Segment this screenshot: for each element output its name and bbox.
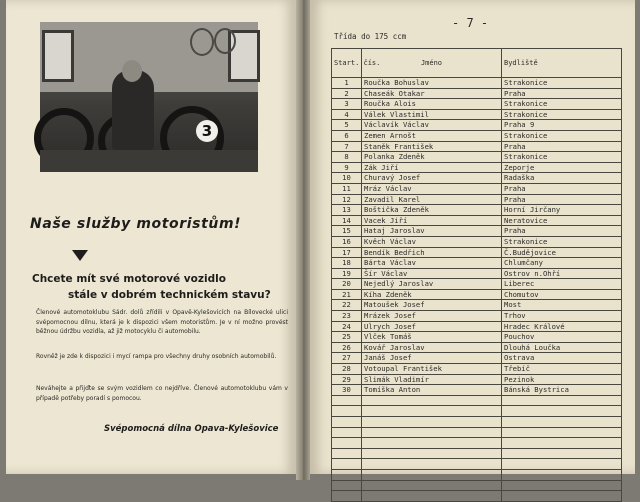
table-row — [332, 353, 622, 364]
name-cell: Staněk František — [362, 141, 502, 152]
start-number-cell: 7 — [332, 141, 362, 152]
start-number-cell — [332, 427, 362, 438]
table-row — [332, 226, 622, 237]
name-cell: Hataj Jaroslav — [362, 226, 502, 237]
start-number-cell — [332, 417, 362, 428]
residence-cell: Horní Jirčany — [502, 205, 622, 216]
table-row — [332, 141, 622, 152]
residence-cell: Praha — [502, 194, 622, 205]
workshop-photo — [40, 22, 258, 172]
hanging-tire — [214, 28, 236, 54]
table-row — [332, 448, 622, 459]
start-number-cell: 12 — [332, 194, 362, 205]
name-cell: Roučka Alois — [362, 99, 502, 110]
services-headline: Naše služby motoristům! — [30, 216, 242, 232]
residence-cell — [502, 448, 622, 459]
start-number-cell: 17 — [332, 247, 362, 258]
residence-cell: Radaška — [502, 173, 622, 184]
photo-floor — [40, 150, 258, 172]
name-cell — [362, 427, 502, 438]
table-row — [332, 321, 622, 332]
table-row — [332, 120, 622, 131]
start-number-cell: 26 — [332, 342, 362, 353]
book-gutter — [296, 0, 310, 480]
name-cell: Chaseák Otakar — [362, 88, 502, 99]
name-cell: Kovář Jaroslav — [362, 342, 502, 353]
name-cell: Ulrych Josef — [362, 321, 502, 332]
name-cell: Mrázek Josef — [362, 311, 502, 322]
name-cell: Tomíška Anton — [362, 385, 502, 396]
residence-cell — [502, 480, 622, 491]
residence-cell — [502, 406, 622, 417]
residence-cell: Hradec Králové — [502, 321, 622, 332]
start-number-cell — [332, 469, 362, 480]
name-cell — [362, 406, 502, 417]
table-row — [332, 205, 622, 216]
table-row — [332, 417, 622, 428]
start-number-cell: 11 — [332, 183, 362, 194]
name-cell: Roučka Bohuslav — [362, 78, 502, 89]
start-number-cell: 4 — [332, 109, 362, 120]
name-cell: Kvěch Václav — [362, 236, 502, 247]
name-cell — [362, 417, 502, 428]
table-row — [332, 173, 622, 184]
start-number-cell: 23 — [332, 311, 362, 322]
question-line-1: Chcete mít své motorové vozidlo — [32, 273, 226, 285]
start-number-cell: 13 — [332, 205, 362, 216]
paragraph-invitation: Neváhejte a přijďte se svým vozidlem co nejdříve. Členové automotoklubu vám v případě potřeby poradí s pomocou. — [36, 385, 288, 402]
start-number-cell — [332, 491, 362, 502]
page-number: - 7 - — [452, 16, 489, 30]
table-row — [332, 459, 622, 470]
start-number-cell — [332, 395, 362, 406]
paragraph-wash-ramp: Rovněž je zde k dispozici i mycí rampa pro všechny druhy osobních automobilů. — [36, 353, 277, 360]
name-cell: Kíha Zdeněk — [362, 289, 502, 300]
signature-line: Svépomocná dílna Opava-Kylešovice — [104, 424, 279, 434]
residence-cell: Praha 9 — [502, 120, 622, 131]
residence-cell: Most — [502, 300, 622, 311]
table-row — [332, 247, 622, 258]
residence-cell: Třebíč — [502, 364, 622, 375]
start-number-cell: 14 — [332, 215, 362, 226]
residence-cell: Strakonice — [502, 109, 622, 120]
table-row — [332, 268, 622, 279]
start-number-cell — [332, 448, 362, 459]
name-cell: Bárta Václav — [362, 258, 502, 269]
table-row — [332, 194, 622, 205]
table-row — [332, 300, 622, 311]
name-cell: Bendík Bedřich — [362, 247, 502, 258]
table-row — [332, 99, 622, 110]
name-cell: Zemen Arnošt — [362, 130, 502, 141]
start-number-cell: 18 — [332, 258, 362, 269]
mechanic-figure — [112, 70, 154, 150]
table-row — [332, 289, 622, 300]
residence-cell — [502, 469, 622, 480]
residence-cell — [502, 395, 622, 406]
name-cell — [362, 459, 502, 470]
name-cell — [362, 448, 502, 459]
residence-cell — [502, 427, 622, 438]
residence-cell: Ostrava — [502, 353, 622, 364]
start-number-cell: 19 — [332, 268, 362, 279]
table-row — [332, 374, 622, 385]
start-number-cell: 6 — [332, 130, 362, 141]
start-number-cell: 3 — [332, 99, 362, 110]
residence-cell: Ostrov n.Ohří — [502, 268, 622, 279]
table-row — [332, 427, 622, 438]
table-row — [332, 395, 622, 406]
name-cell: Mráz Václav — [362, 183, 502, 194]
residence-cell: Strakonice — [502, 236, 622, 247]
start-number-cell: 16 — [332, 236, 362, 247]
start-number-cell: 30 — [332, 385, 362, 396]
start-number-cell: 15 — [332, 226, 362, 237]
question-line-2: stále v dobrém technickém stavu? — [68, 289, 271, 301]
name-cell: Churavý Josef — [362, 173, 502, 184]
table-row — [332, 342, 622, 353]
table-row — [332, 183, 622, 194]
residence-cell: Praha — [502, 226, 622, 237]
start-number-cell: 22 — [332, 300, 362, 311]
name-cell — [362, 469, 502, 480]
residence-cell: Strakonice — [502, 152, 622, 163]
start-number-cell: 10 — [332, 173, 362, 184]
table-row — [332, 258, 622, 269]
residence-cell — [502, 491, 622, 502]
start-number-cell: 27 — [332, 353, 362, 364]
name-cell — [362, 480, 502, 491]
residence-cell: Strakonice — [502, 130, 622, 141]
residence-cell: Pezinok — [502, 374, 622, 385]
residence-cell: Pouchov — [502, 332, 622, 343]
table-row — [332, 332, 622, 343]
name-cell: Zavadil Karel — [362, 194, 502, 205]
table-row — [332, 215, 622, 226]
name-cell: Nejedlý Jaroslav — [362, 279, 502, 290]
start-number-cell: 24 — [332, 321, 362, 332]
name-cell: Matoušek Josef — [362, 300, 502, 311]
name-cell: Janáš Josef — [362, 353, 502, 364]
name-cell: Václavík Václav — [362, 120, 502, 131]
table-row — [332, 152, 622, 163]
start-number-cell — [332, 480, 362, 491]
table-row — [332, 385, 622, 396]
residence-cell: Chomutov — [502, 289, 622, 300]
residence-cell: Liberec — [502, 279, 622, 290]
table-row — [332, 469, 622, 480]
table-row — [332, 130, 622, 141]
residence-cell: Dlouhá Loučka — [502, 342, 622, 353]
paragraph-workshop: Členové automotoklubu Sádr. dolů zřídili v Opavě-Kylešovicích na Bílovecké ulici svépomocnou dílnu, která je k dispozici všem motoristům. Je v ní možno provést běžnou údržbu vozidla, až již motocyklu či automobilu. — [36, 309, 288, 335]
start-number-cell: 8 — [332, 152, 362, 163]
residence-cell: Strakonice — [502, 99, 622, 110]
residence-cell: Praha — [502, 88, 622, 99]
start-number-cell: 29 — [332, 374, 362, 385]
name-cell: Vacek Jiří — [362, 215, 502, 226]
residence-cell — [502, 417, 622, 428]
table-row — [332, 480, 622, 491]
name-cell — [362, 491, 502, 502]
table-row — [332, 78, 622, 89]
table-header-row — [332, 49, 622, 78]
name-cell: Polanka Zdeněk — [362, 152, 502, 163]
down-triangle-icon — [72, 250, 88, 261]
race-number-plate: 3 — [196, 120, 218, 142]
name-cell: Boštička Zdeněk — [362, 205, 502, 216]
name-cell: Zák Jiří — [362, 162, 502, 173]
start-number-cell — [332, 406, 362, 417]
table-row — [332, 109, 622, 120]
class-title: Třída do 175 ccm — [334, 32, 407, 41]
name-cell: Šír Václav — [362, 268, 502, 279]
start-number-cell: 20 — [332, 279, 362, 290]
name-cell — [362, 438, 502, 449]
name-cell: Votoupal František — [362, 364, 502, 375]
table-row — [332, 406, 622, 417]
residence-cell: Neratovice — [502, 215, 622, 226]
residence-cell — [502, 459, 622, 470]
residence-cell: Zeporje — [502, 162, 622, 173]
start-number-cell — [332, 459, 362, 470]
table-row — [332, 438, 622, 449]
table-row — [332, 236, 622, 247]
residence-cell: Bánská Bystrica — [502, 385, 622, 396]
start-number-cell: 21 — [332, 289, 362, 300]
start-list-table — [331, 48, 622, 502]
table-row — [332, 491, 622, 502]
table-row — [332, 88, 622, 99]
mechanic-head — [122, 60, 142, 82]
start-list-body — [332, 78, 622, 502]
name-cell: Vlček Tomáš — [362, 332, 502, 343]
residence-cell: Chlumčany — [502, 258, 622, 269]
hanging-tire — [190, 28, 214, 56]
start-number-cell: 25 — [332, 332, 362, 343]
start-number-cell: 9 — [332, 162, 362, 173]
residence-cell: Praha — [502, 183, 622, 194]
start-number-cell: 28 — [332, 364, 362, 375]
photo-window — [42, 30, 74, 82]
table-row — [332, 311, 622, 322]
header-start-number: Start. čís. — [332, 49, 362, 78]
name-cell: Válek Vlastimil — [362, 109, 502, 120]
residence-cell: Č.Budějovice — [502, 247, 622, 258]
table-row — [332, 279, 622, 290]
table-row — [332, 364, 622, 375]
header-residence: Bydliště — [502, 49, 622, 78]
start-number-cell — [332, 438, 362, 449]
residence-cell — [502, 438, 622, 449]
residence-cell: Trhov — [502, 311, 622, 322]
residence-cell: Strakonice — [502, 78, 622, 89]
name-cell — [362, 395, 502, 406]
name-cell: Slimák Vladimír — [362, 374, 502, 385]
table-row — [332, 162, 622, 173]
start-number-cell: 2 — [332, 88, 362, 99]
header-name: Jméno — [362, 49, 502, 78]
residence-cell: Praha — [502, 141, 622, 152]
start-number-cell: 5 — [332, 120, 362, 131]
start-number-cell: 1 — [332, 78, 362, 89]
